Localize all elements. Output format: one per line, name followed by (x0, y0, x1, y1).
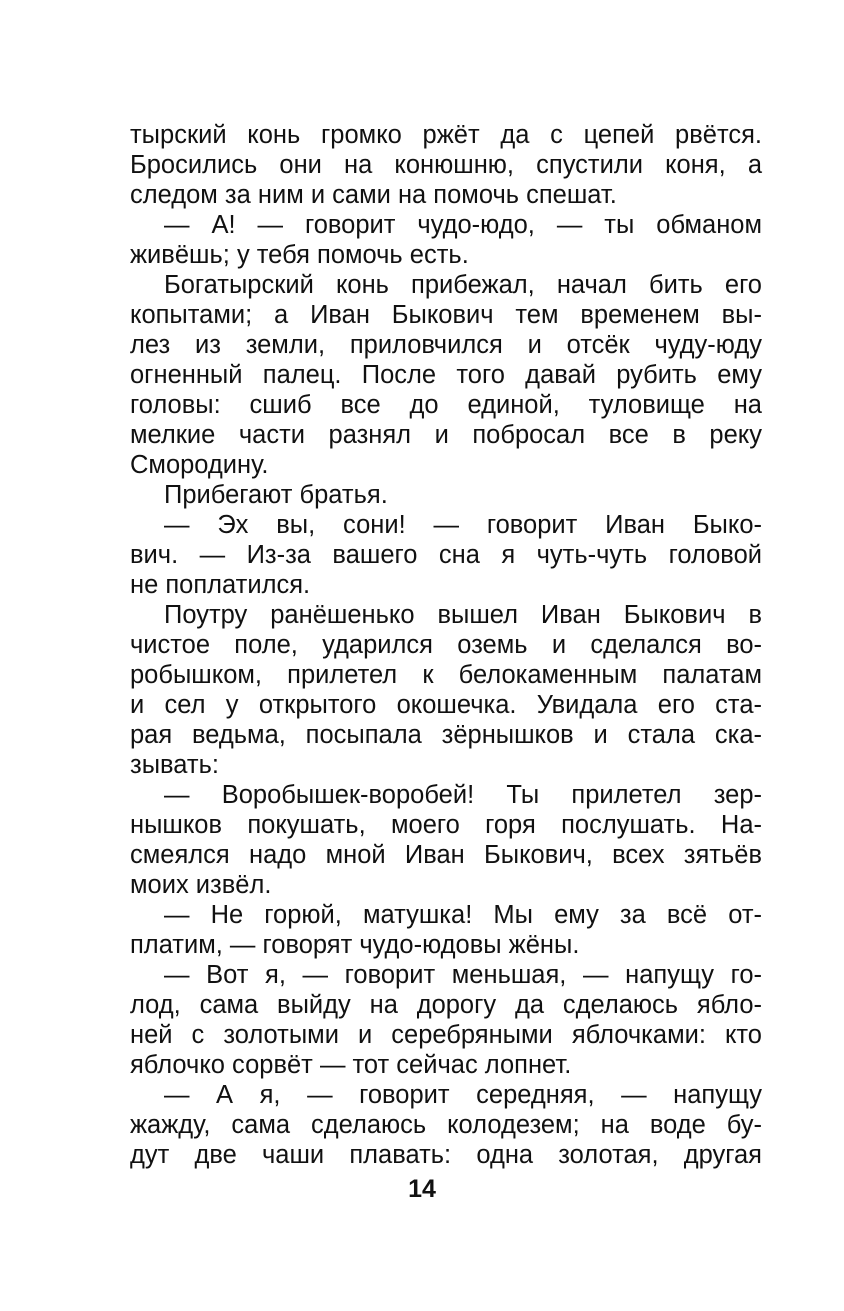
text-line: платим, — говорят чудо-юдовы жёны. (130, 931, 580, 959)
text-line: — Воробышек-воробей! Ты прилетел зер- (164, 781, 762, 809)
text-line: Прибегают братья. (164, 481, 388, 509)
text-line: — А! — говорит чудо-юдо, — ты обманом (164, 211, 762, 239)
text-line: яблочко сорвёт — тот сейчас лопнет. (130, 1051, 572, 1079)
text-line: лод, сама выйду на дорогу да сделаюсь ябло- (130, 991, 762, 1019)
text-line: копытами; а Иван Быкович тем временем вы- (130, 301, 762, 329)
text-line: головы: сшиб все до единой, туловище на (130, 391, 762, 419)
text-line: огненный палец. После того давай рубить ему (130, 361, 762, 389)
text-line: тырский конь громко ржёт да с цепей рвётся. (130, 121, 762, 149)
text-line: и сел у открытого окошечка. Увидала его ста- (130, 691, 762, 719)
text-line: — Эх вы, сони! — говорит Иван Быко- (164, 511, 762, 539)
text-line: жажду, сама сделаюсь колодезем; на воде бу- (130, 1111, 762, 1139)
text-line: не поплатился. (130, 571, 311, 599)
text-line: — А я, — говорит середняя, — напущу (164, 1081, 762, 1109)
page-number: 14 (408, 1175, 436, 1203)
text-line: робышком, прилетел к белокаменным палатам (130, 661, 762, 689)
text-line: вич. — Из-за вашего сна я чуть-чуть головой (130, 541, 762, 569)
text-line: нышков покушать, моего горя послушать. На- (130, 811, 762, 839)
text-line: дут две чаши плавать: одна золотая, другая (130, 1141, 762, 1169)
text-line: — Вот я, — говорит меньшая, — напущу го- (164, 961, 762, 989)
text-line: ней с золотыми и серебряными яблочками: кто (130, 1021, 762, 1049)
text-line: Поутру ранёшенько вышел Иван Быкович в (164, 601, 762, 629)
text-line: Смородину. (130, 451, 269, 479)
text-line: рая ведьма, посыпала зёрнышков и стала ска- (130, 721, 762, 749)
text-line: Богатырский конь прибежал, начал бить его (164, 271, 762, 299)
text-line: мелкие части разнял и побросал все в реку (130, 421, 762, 449)
body-text (130, 120, 762, 1170)
text-line: смеялся надо мной Иван Быкович, всех зятьёв (130, 841, 762, 869)
text-line: лез из земли, приловчился и отсёк чуду-юду (130, 331, 762, 359)
text-line: следом за ним и сами на помочь спешат. (130, 181, 617, 209)
text-line: Бросились они на конюшню, спустили коня, а (130, 151, 762, 179)
text-line: моих извёл. (130, 871, 272, 899)
text-line: — Не горюй, матушка! Мы ему за всё от- (164, 901, 762, 929)
text-line: живёшь; у тебя помочь есть. (130, 241, 469, 269)
text-line: чистое поле, ударился оземь и сделался во- (130, 631, 762, 659)
text-line: зывать: (130, 751, 219, 779)
